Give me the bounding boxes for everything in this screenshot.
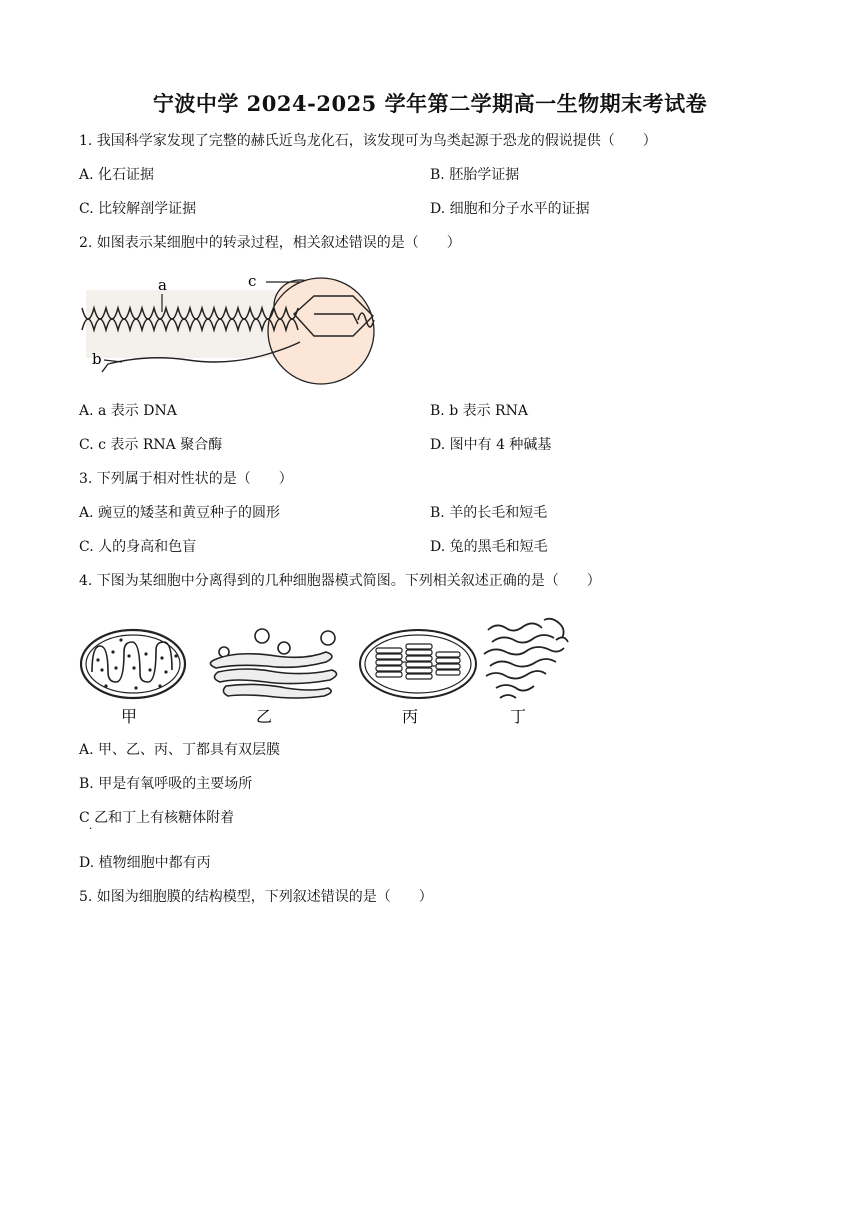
question-1-option-b: B. 胚胎学证据: [430, 167, 520, 183]
question-4-option-b: B. 甲是有氧呼吸的主要场所: [79, 776, 253, 792]
figure-label-bing: 丙: [402, 707, 419, 726]
label-a: a: [158, 276, 167, 294]
rna-strand-end: [102, 364, 108, 372]
mitochondrion-drawing: [81, 630, 185, 698]
question-1-option-d: D. 细胞和分子水平的证据: [430, 201, 590, 217]
label-c: c: [248, 272, 257, 290]
question-3-option-c: C. 人的身高和色盲: [79, 539, 197, 555]
figure-label-jia: 甲: [121, 707, 138, 726]
golgi-drawing: [210, 629, 336, 698]
question-2-option-a: A. a 表示 DNA: [79, 403, 177, 419]
chloroplast-drawing: [360, 630, 476, 698]
question-1-option-a: A. 化石证据: [79, 167, 155, 183]
question-2-option-d: D. 图中有 4 种碱基: [430, 437, 552, 453]
figure-label-ding: 丁: [510, 707, 527, 726]
question-5-stem: 5. 如图为细胞膜的结构模型，下列叙述错误的是（ ）: [79, 889, 433, 905]
question-2-option-b: B. b 表示 RNA: [430, 403, 528, 419]
question-3-option-b: B. 羊的长毛和短毛: [430, 505, 548, 521]
transcription-figure: [78, 268, 388, 392]
question-2-option-c: C. c 表示 RNA 聚合酶: [79, 437, 223, 453]
question-4-option-d: D. 植物细胞中都有丙: [79, 855, 211, 871]
question-3-option-d: D. 兔的黑毛和短毛: [430, 539, 548, 555]
question-4-stem: 4. 下图为某细胞中分离得到的几种细胞器模式简图。下列相关叙述正确的是（ ）: [79, 573, 601, 589]
endoplasmic-reticulum-drawing: [484, 619, 568, 698]
organelle-figure: [76, 612, 586, 728]
question-4-option-c: C 乙和丁上有核糖体附着: [79, 810, 235, 826]
question-1-option-c: C. 比较解剖学证据: [79, 201, 197, 217]
label-b: b: [92, 350, 102, 368]
question-3-option-a: A. 豌豆的矮茎和黄豆种子的圆形: [79, 505, 281, 521]
figure-label-yi: 乙: [256, 707, 273, 726]
question-3-stem: 3. 下列属于相对性状的是（ ）: [79, 471, 293, 487]
question-2-stem: 2. 如图表示某细胞中的转录过程，相关叙述错误的是（ ）: [79, 235, 461, 251]
exam-title: 宁波中学 2024-2025 学年第二学期高一生物期末考试卷: [152, 91, 708, 116]
question-4-option-a: A. 甲、乙、丙、丁都具有双层膜: [79, 742, 281, 758]
stray-dot-mark: ·: [89, 824, 93, 835]
question-1-stem: 1. 我国科学家发现了完整的赫氏近鸟龙化石，该发现可为鸟类起源于恐龙的假说提供（ ）: [79, 133, 657, 149]
